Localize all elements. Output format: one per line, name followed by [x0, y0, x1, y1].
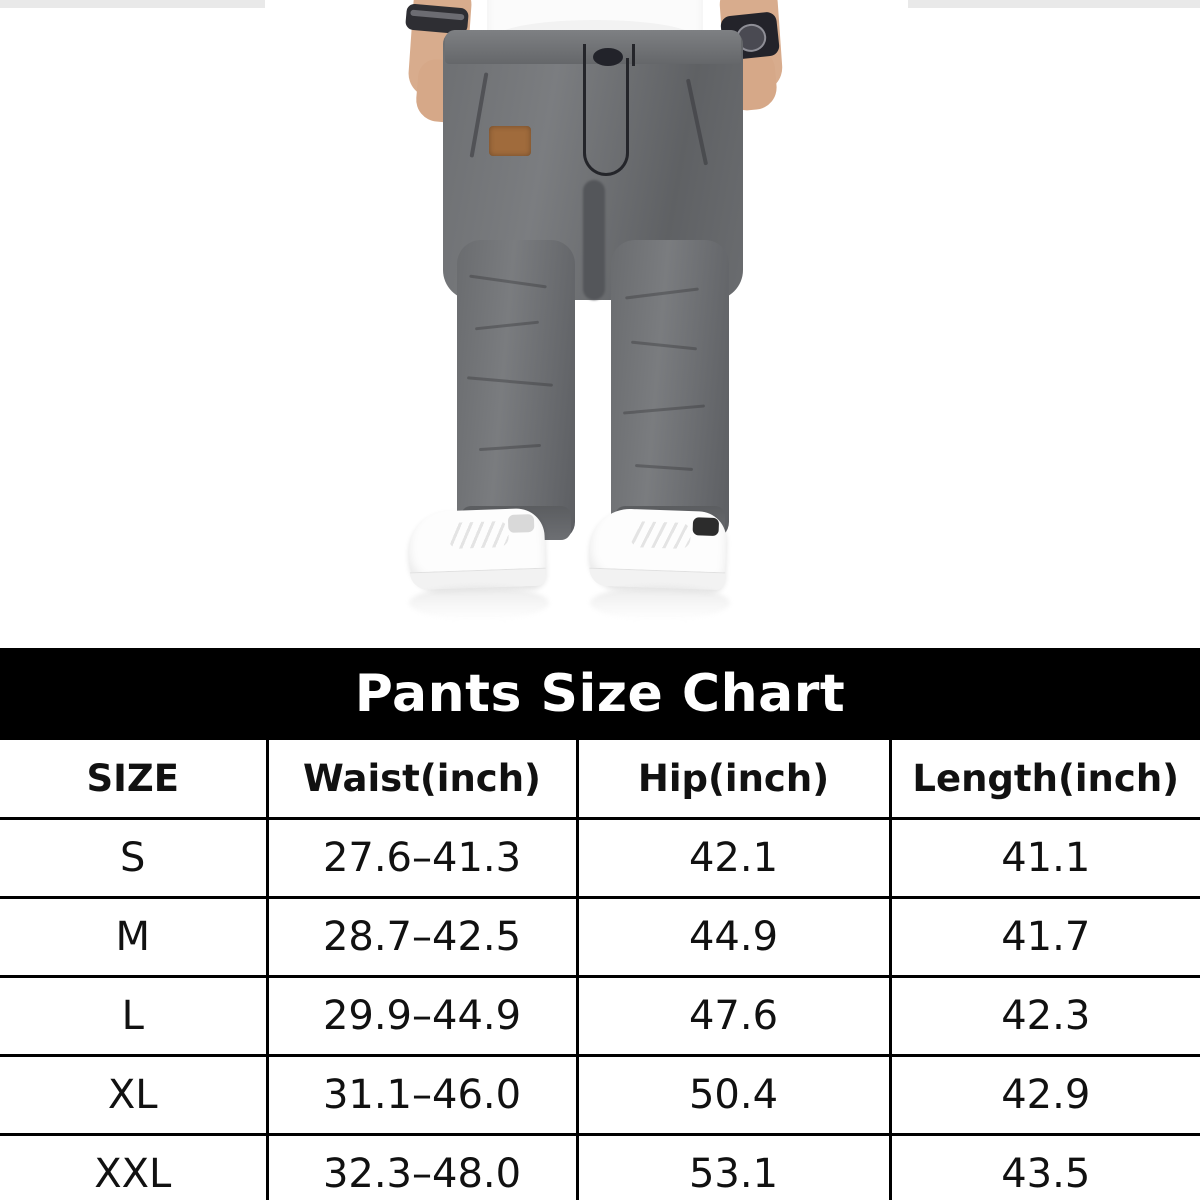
cell-hip: 50.4: [577, 1055, 890, 1134]
cell-length: 41.7: [890, 897, 1200, 976]
floor-reflection: [590, 586, 730, 620]
fabric-wrinkle: [467, 376, 553, 386]
fabric-wrinkle: [635, 464, 693, 471]
leather-brand-tag: [489, 126, 531, 156]
cell-waist: 28.7–42.5: [267, 897, 577, 976]
page-title: Pants Size Chart: [354, 664, 846, 724]
column-header-length: Length(inch): [890, 740, 1200, 818]
fabric-wrinkle: [623, 404, 705, 414]
cell-hip: 44.9: [577, 897, 890, 976]
table-row: [0, 976, 1200, 1055]
fabric-wrinkle: [469, 275, 547, 289]
cell-length: 42.9: [890, 1055, 1200, 1134]
crotch-shadow: [583, 180, 605, 300]
shoe-laces: [448, 521, 509, 549]
sneaker-left: [408, 508, 547, 591]
fabric-wrinkle: [475, 321, 539, 331]
column-header-hip: Hip(inch): [577, 740, 890, 818]
fabric-wrinkle: [479, 444, 541, 451]
pants-leg-left: [457, 240, 575, 540]
cell-length: 43.5: [890, 1134, 1200, 1200]
cell-waist: 31.1–46.0: [267, 1055, 577, 1134]
column-header-size: SIZE: [0, 740, 267, 818]
cell-waist: 32.3–48.0: [267, 1134, 577, 1200]
cell-hip: 47.6: [577, 976, 890, 1055]
table-row: [0, 818, 1200, 897]
size-chart-table: [0, 740, 1200, 1200]
drawstring-cord: [583, 58, 629, 176]
cell-size: S: [0, 818, 267, 897]
chart-title-bar: [0, 648, 1200, 740]
cell-size: L: [0, 976, 267, 1055]
table-row: [0, 897, 1200, 976]
shoe-heel-tab: [693, 517, 720, 536]
floor-reflection: [409, 586, 549, 620]
fabric-wrinkle: [625, 288, 699, 300]
fabric-wrinkle: [631, 341, 697, 351]
shoe-heel-tab: [508, 514, 535, 533]
pants-leg-right: [611, 240, 729, 540]
table-row: [0, 1055, 1200, 1134]
shoe-laces: [630, 521, 691, 549]
table-row: [0, 1134, 1200, 1200]
grey-jogger-pants: [443, 30, 743, 540]
cell-size: XL: [0, 1055, 267, 1134]
cell-waist: 29.9–44.9: [267, 976, 577, 1055]
column-header-waist: Waist(inch): [267, 740, 577, 818]
cell-size: M: [0, 897, 267, 976]
table-header-row: [0, 740, 1200, 818]
cell-hip: 53.1: [577, 1134, 890, 1200]
drawstring-knot: [593, 48, 623, 66]
cell-length: 42.3: [890, 976, 1200, 1055]
cell-waist: 27.6–41.3: [267, 818, 577, 897]
cell-hip: 42.1: [577, 818, 890, 897]
cell-length: 41.1: [890, 818, 1200, 897]
cell-size: XXL: [0, 1134, 267, 1200]
sneaker-right: [589, 508, 728, 591]
